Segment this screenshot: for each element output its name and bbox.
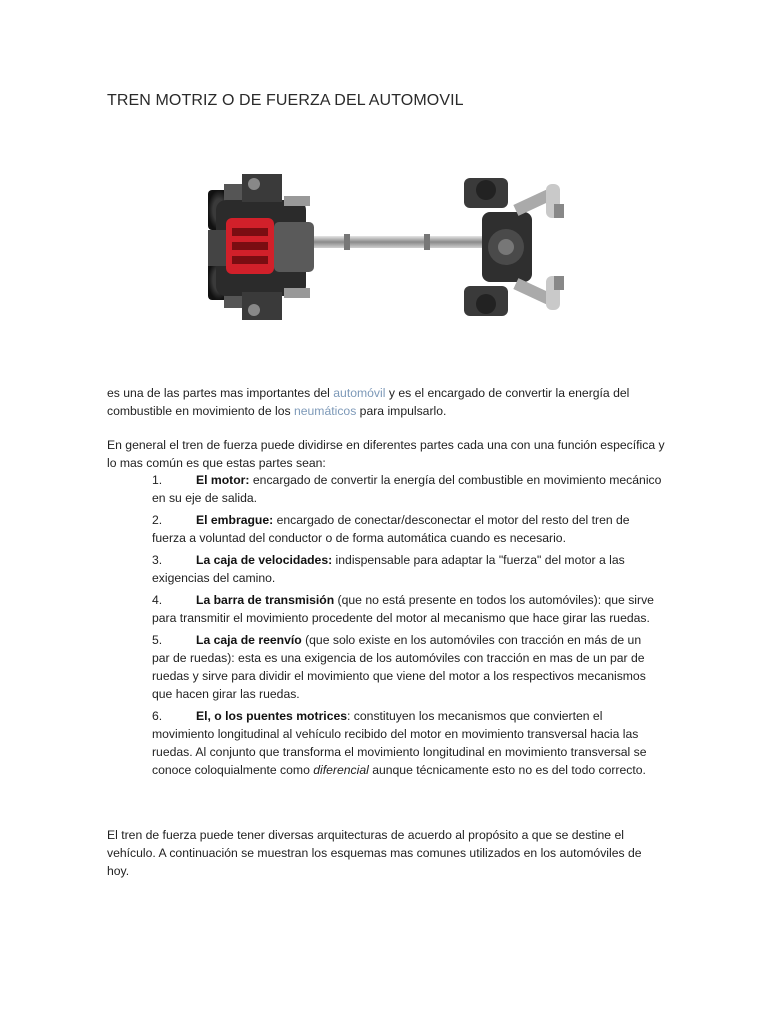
front-axle-engine (208, 174, 314, 320)
intro-paragraph (107, 384, 667, 420)
intro-text-2: y es el encargado de convertir la energía del combustible en movimiento de los (107, 386, 630, 418)
list-item: 4. La barra de transmisión (que no está presente en todos los automóviles): que sirve para transmitir el movimiento procedente del motor al mecanismo que hace girar las ruedas. (152, 593, 654, 625)
closing-paragraph: El tren de fuerza puede tener diversas arquitecturas de acuerdo al propósito a que se destine el vehículo. A continuación se muestran los esquemas mas comunes utilizados en los automóviles de hoy. (107, 828, 642, 878)
list-item: 6. El, o los puentes motrices: constituyen los mecanismos que convierten el movimiento longitudinal al vehículo recibido del motor en movimiento transversal hacia las ruedas. Al conjunto que transforma el movimiento longitudinal en movimiento transversal se conoce coloquialmente como diferencial aunque técnicamente esto no es del todo correcto. (152, 709, 647, 777)
page-title: TREN MOTRIZ O DE FUERZA DEL AUTOMOVIL (107, 92, 464, 109)
intro-text-3: para impulsarlo. (356, 404, 447, 418)
link-automovil[interactable]: automóvil (333, 386, 386, 400)
list-item: 1. El motor: encargado de convertir la energía del combustible en movimiento mecánico en su eje de salida. (152, 473, 662, 505)
general-paragraph: En general el tren de fuerza puede dividirse en diferentes partes cada una con una función específica y lo mas común es que estas partes sean: (107, 438, 665, 470)
link-neumaticos[interactable]: neumáticos (293, 404, 357, 418)
list-item: 5. La caja de reenvío (que solo existe en los automóviles con tracción en más de un par de ruedas): esta es una exigencia de los automóviles con tracción en mas de un par de ruedas y sirve para dividir el movimiento que viene del motor a los respectivos mecanismos que hacen girar las ruedas. (152, 633, 646, 701)
parts-list (152, 471, 662, 783)
drivetrain-image (194, 160, 580, 336)
list-item: 2. El embrague: encargado de conectar/desconectar el motor del resto del tren de fuerza a voluntad del conductor o de forma automática cuando es necesario. (152, 513, 630, 545)
intro-text-1: es una de las partes mas importantes del (107, 386, 334, 400)
driveshaft (314, 236, 484, 248)
list-item: 3. La caja de velocidades: indispensable para adaptar la "fuerza" del motor a las exigencias del camino. (152, 553, 625, 585)
